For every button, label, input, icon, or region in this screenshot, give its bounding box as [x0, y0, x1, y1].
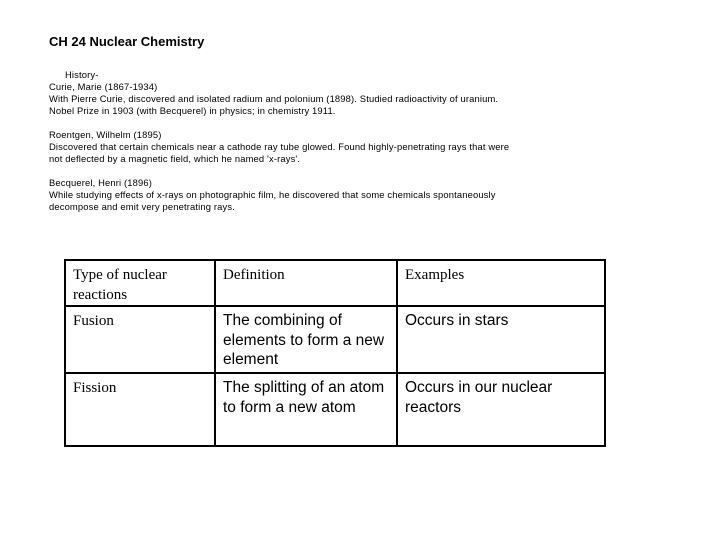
table-row [65, 373, 605, 446]
table-header-row [65, 260, 605, 306]
cell-definition: The combining of elements to form a new element [215, 306, 397, 373]
roentgen-entry: Roentgen, Wilhelm (1895) Discovered that certain chemicals near a cathode ray tube glowed. Found highly-penetrating rays that were not deflected by a magnetic field, which he named 'x-rays'. [49, 129, 510, 164]
history-section [49, 69, 509, 225]
curie-entry: Curie, Marie (1867-1934) With Pierre Curie, discovered and isolated radium and polonium (1898). Studied radioactivity of uranium. Nobel Prize in 1903 (with Becquerel) in physics; in chemistry 1911. [49, 81, 499, 116]
page-title: CH 24 Nuclear Chemistry [49, 34, 205, 49]
cell-examples: Occurs in stars [397, 306, 605, 373]
header-type: Type of nuclear reactions [65, 260, 215, 306]
table-row [65, 306, 605, 373]
cell-examples: Occurs in our nuclear reactors [397, 373, 605, 446]
header-examples: Examples [397, 260, 605, 306]
becquerel-entry: Becquerel, Henri (1896) While studying effects of x-rays on photographic film, he discovered that some chemicals spontaneously decompose and emit very penetrating rays. [49, 177, 496, 212]
history-heading: History- [65, 69, 99, 80]
header-definition: Definition [215, 260, 397, 306]
nuclear-reactions-table [64, 259, 606, 447]
cell-type: Fission [65, 373, 215, 446]
cell-type: Fusion [65, 306, 215, 373]
cell-definition: The splitting of an atom to form a new atom [215, 373, 397, 446]
